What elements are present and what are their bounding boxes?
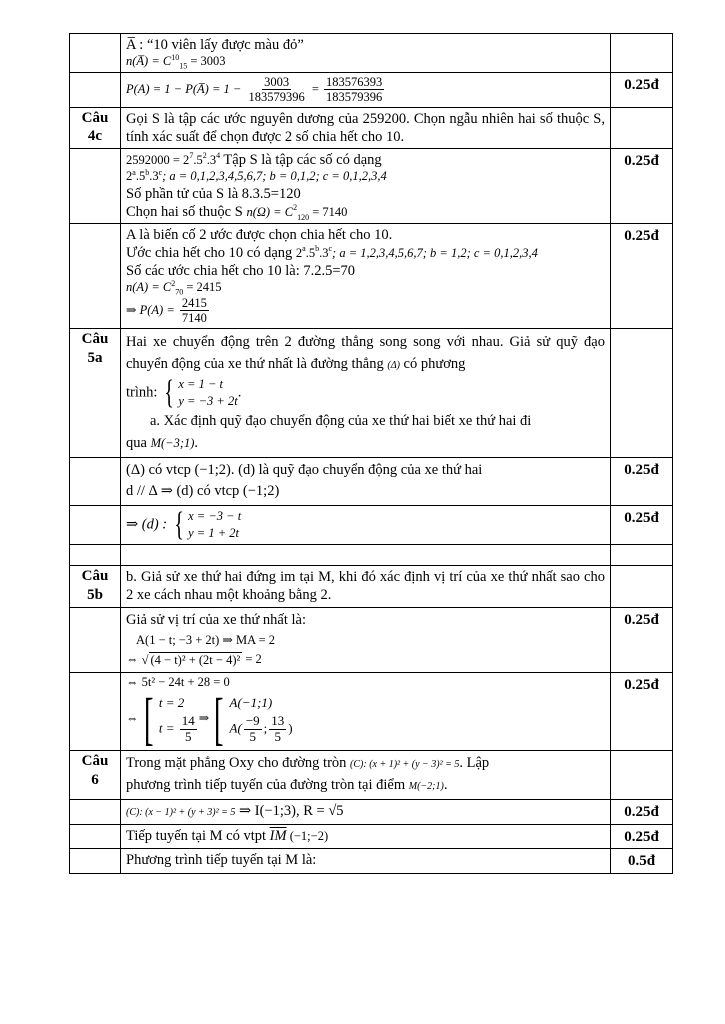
table-row bbox=[70, 607, 673, 672]
table-row bbox=[70, 799, 673, 824]
score-cell bbox=[611, 34, 673, 73]
content-cell: (C): (x − 1)² + (y + 3)² = 5 ⇒ I(−1;3), R = √5 bbox=[121, 799, 611, 824]
table-row bbox=[70, 824, 673, 849]
score: 0.25đ bbox=[611, 607, 673, 672]
content-cell bbox=[121, 34, 611, 73]
table-row bbox=[70, 107, 673, 149]
content-cell: Phương trình tiếp tuyến tại M là: bbox=[121, 849, 611, 874]
content-cell bbox=[121, 149, 611, 224]
score: 0.25đ bbox=[611, 149, 673, 224]
event-complement: A̅ : “10 viên lấy được màu đỏ” bbox=[126, 37, 304, 53]
question-label: Câu 5a bbox=[70, 328, 121, 457]
count-line: Số phần tử của S là 8.3.5=120 bbox=[126, 185, 301, 202]
content-cell: (Δ) có vtcp (−1;2). (d) là quỹ đạo chuyển động của xe thứ hai d // Δ ⇒ (d) có vtcp (−1;2) bbox=[121, 457, 611, 506]
score: 0.25đ bbox=[611, 672, 673, 751]
table-row bbox=[70, 672, 673, 751]
table-row bbox=[70, 545, 673, 566]
table-row bbox=[70, 149, 673, 224]
table-row bbox=[70, 849, 673, 874]
content-cell: Tiếp tuyến tại M có vtpt $\overline{IM}$ (−1;−2) bbox=[121, 824, 611, 849]
complement-count: n(A̅) = $C^{10}_{15} = 3003$ bbox=[126, 52, 226, 71]
table-row bbox=[70, 457, 673, 506]
label-cell bbox=[70, 34, 121, 73]
score: 0.25đ bbox=[611, 457, 673, 506]
table-row bbox=[70, 566, 673, 608]
score: 0.25đ bbox=[611, 224, 673, 329]
content-cell: ⇔ 5t² − 24t + 28 = 0 ⇔ [ t = 2 t = $\frac{14}{5}$ ⇒ [ A(−1;1) A( $\frac{-9}{5}$ ; $\frac{13}{5}$ ) bbox=[121, 672, 611, 751]
table-row bbox=[70, 72, 673, 107]
question-text: Trong mặt phẳng Oxy cho đường tròn (C): (x + 1)² + (y − 3)² = 5. Lập phương trình tiếp tuyến của đường tròn tại điểm M(−2;1). bbox=[121, 751, 611, 800]
sample-space-line: Chọn hai số thuộc S $n(\Omega) = C^2_{120} = 7140$ bbox=[126, 203, 348, 222]
probability-formula: P(A) = 1 − P(A̅) = 1 − $\frac{3003}{183579396}$ = $\frac{183576393}{183579396}$ bbox=[126, 74, 383, 105]
table-row bbox=[70, 506, 673, 545]
score: 0.5đ bbox=[611, 849, 673, 874]
table-row bbox=[70, 34, 673, 73]
solution-table bbox=[69, 33, 673, 874]
content-cell bbox=[121, 72, 611, 107]
score: 0.25đ bbox=[611, 506, 673, 545]
question-label: Câu 6 bbox=[70, 751, 121, 800]
score: 0.25đ bbox=[611, 799, 673, 824]
content-cell: ⇒ (d) : { x = −3 − t y = 1 + 2t bbox=[121, 506, 611, 545]
content-cell: Giả sử vị trí của xe thứ nhất là: A(1 − t; −3 + 2t) ⇒ MA = 2 ⇔ √ (4 − t)² + (2t − 4)² = 2 bbox=[121, 607, 611, 672]
table-row bbox=[70, 224, 673, 329]
question-label: Câu 4c bbox=[70, 107, 121, 149]
score: 0.25đ bbox=[611, 72, 673, 107]
table-row bbox=[70, 751, 673, 800]
divisor-form: 2$^a$.5$^b$.3$^c$; a = 0,1,2,3,4,5,6,7; b = 0,1,2; c = 0,1,2,3,4 bbox=[126, 167, 387, 184]
question-text: Hai xe chuyển động trên 2 đường thẳng song song với nhau. Giả sử quỹ đạo chuyển động của xe thứ nhất là đường thẳng (Δ) có phương trình: { x = 1 − t y = −3 + 2t . a. Xác định quỹ đạo chuyển động của xe thứ hai biết xe thứ hai đi qua M(−3;1). bbox=[121, 328, 611, 457]
question-text: Gọi S là tập các ước nguyên dương của 259200. Chọn ngẫu nhiên hai số thuộc S, tính xác suất để chọn được 2 số chia hết cho 10. bbox=[121, 107, 611, 149]
table-row bbox=[70, 328, 673, 457]
question-text: b. Giả sử xe thứ hai đứng im tại M, khi đó xác định vị trí của xe thứ nhất sao cho 2 xe cách nhau một khoảng bằng 2. bbox=[121, 566, 611, 608]
question-label: Câu 5b bbox=[70, 566, 121, 608]
content-cell: A là biến cố 2 ước được chọn chia hết cho 10. Ước chia hết cho 10 có dạng 2$^a$.5$^b$.3$^c$; a = 1,2,3,4,5,6,7; b = 1,2; c = 0,1,2,3,4 Số các ước chia hết cho 10 là: 7.2.5=70 $n(A) = C^2_{70} = 2415$ ⇒ P(A) = $\frac{2415}{7140}$ bbox=[121, 224, 611, 329]
score: 0.25đ bbox=[611, 824, 673, 849]
factorization-line: $2592000 = 2^7.5^2.3^4$ Tập S là tập các số có dạng bbox=[126, 151, 382, 168]
